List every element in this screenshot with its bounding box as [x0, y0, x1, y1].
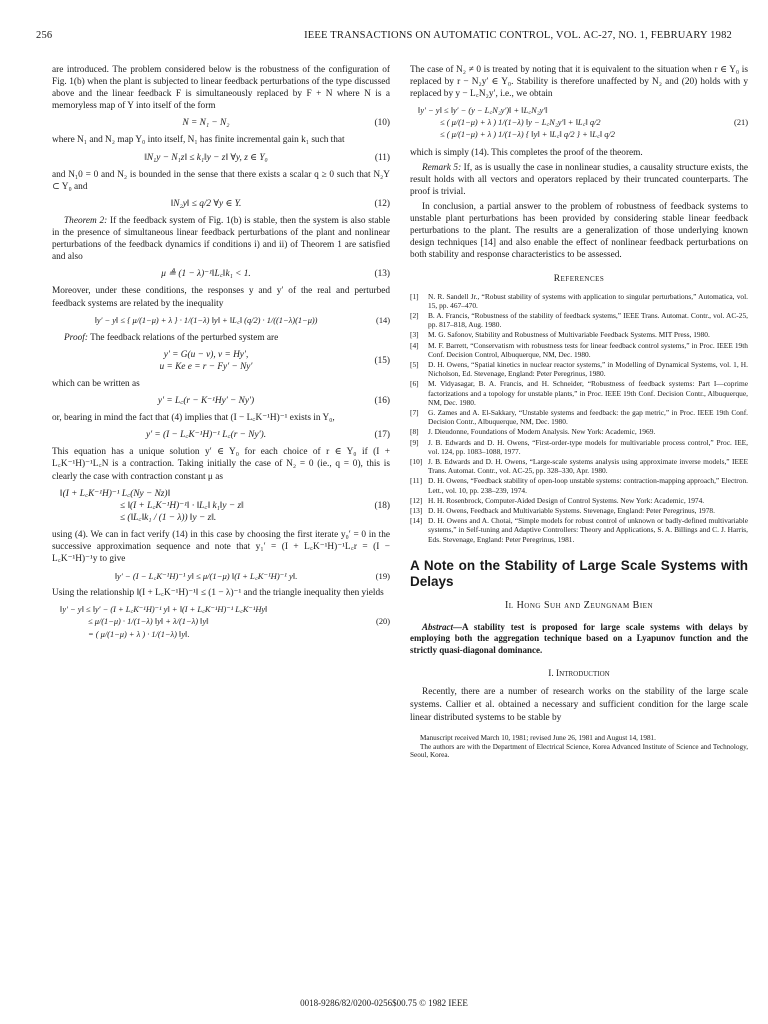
page-number: 256 — [36, 30, 53, 41]
reference-text: M. G. Safonov, Stability and Robustness of Multivariable Feedback Systems. MIT Press, 1980. — [428, 330, 710, 340]
reference-item — [410, 341, 748, 359]
equation-expr-group — [52, 604, 360, 640]
reference-number: [8] — [410, 427, 419, 437]
paragraph: which can be written as — [52, 378, 140, 389]
reference-number: [1] — [410, 291, 419, 301]
page-footer: 0018-9286/82/0200-0256$00.75 © 1982 IEEE — [300, 998, 468, 1008]
equation-20 — [52, 604, 390, 640]
reference-number: [13] — [410, 505, 423, 515]
reference-text: J. B. Edwards and D. H. Owens, “Large-scale systems analysis using approximate inverse models,” IEEE Trans. Automat. Contr., vol. AC-25, pp. 328–330, Apr. 1980. — [428, 456, 748, 476]
equation-expr: y′ = (I − L꜀K⁻¹H)⁻¹ L꜀(r − Ny′). — [145, 430, 267, 441]
reference-text: J. B. Edwards and D. H. Owens, “First-order-type models for multivariable process control,” Proc. IEE, vol. 124, pp. 1083–1088, 1977. — [428, 437, 748, 456]
equation-number: (20) — [376, 617, 390, 627]
reference-number: [2] — [410, 310, 419, 320]
abstract — [410, 622, 748, 657]
equation-19 — [52, 570, 390, 582]
running-head: IEEE TRANSACTIONS ON AUTOMATIC CONTROL, VOL. AC-27, NO. 1, FEBRUARY 1982 — [304, 30, 732, 41]
reference-item — [410, 506, 748, 515]
article-authors: Il Hong Suh and Zeungnam Bien — [504, 599, 654, 611]
footnote-affiliation: The authors are with the Department of Electrical Science, Korea Advanced Institute of Science and Technology, Seoul, Korea. — [410, 742, 748, 760]
equation-number: (13) — [374, 269, 390, 280]
theorem-2 — [52, 215, 390, 263]
reference-item — [410, 516, 748, 544]
equation-expr-group — [52, 488, 360, 524]
proof-label: Proof: — [64, 332, 88, 343]
equation-line: ≤ ( μ/(1−μ) + λ ) 1/(1−λ) ‖y − L꜀N₂y′‖ + ‖L꜀‖ q/2 — [440, 118, 601, 128]
reference-number: [4] — [410, 340, 419, 350]
reference-number: [9] — [410, 437, 419, 447]
equation-number: (15) — [374, 355, 390, 366]
equation-number: (11) — [374, 152, 390, 163]
paragraph: or, bearing in mind the fact that (4) implies that (I − L꜀K⁻¹H)⁻¹ exists in Y₀, — [52, 413, 335, 424]
equation-line: ≤ μ/(1−μ) · 1/(1−λ) ‖y‖ + λ/(1−λ) ‖y‖ — [88, 617, 209, 627]
reference-item — [410, 427, 748, 436]
remark-5 — [410, 162, 748, 198]
equation-expr: ‖N₁y − N₁z‖ ≤ k₁‖y − z‖ ∀y, z ∈ Y₀ — [144, 152, 268, 163]
equation-10 — [52, 117, 390, 129]
equation-13 — [52, 268, 390, 280]
equation-number: (14) — [376, 315, 390, 325]
section-heading: I. Introduction — [548, 669, 610, 680]
equation-expr: y′ = L꜀(r − K⁻¹Hy′ − Ny′) — [157, 396, 255, 407]
equation-line: ≤ (‖L꜀‖k₁ / (1 − λ)) ‖y − z‖. — [120, 512, 217, 523]
equation-line: ≤ ‖(I + L꜀K⁻¹H)⁻¹‖ · ‖L꜀‖ k₁‖y − z‖ — [120, 500, 244, 511]
references-heading: References — [553, 274, 605, 285]
reference-item — [410, 311, 748, 329]
reference-item — [410, 438, 748, 456]
paragraph: are introduced. The problem considered below is the robustness of the configuration of Fig. 1(b) when the plant is subjected to linear feedback perturbations of the type discussed above and the linear feedback F is simultaneously replaced by F + N where N is a memoryless map of Y into itself of the form — [52, 65, 390, 112]
reference-text: H. H. Rosenbrock, Computer-Aided Design of Control Systems. New York: Academic, 1974. — [428, 495, 705, 505]
reference-number: [5] — [410, 359, 419, 369]
reference-text: D. H. Owens and A. Chotai, “Simple models for robust control of unknown or badly-defined multivariable systems,” in Self-tuning and Adaptive Controllers: Theory and Applications, S. A. Billings and C. J. Harris, Eds. Stevenage, England: Peter Peregrinus, 1981. — [428, 516, 748, 544]
introduction-text: Recently, there are a number of research works on the stability of the large scale systems. Callier et al. obtained a necessary and sufficient condition for the large scale linear distributed systems to be stable by — [410, 687, 748, 723]
equation-11 — [52, 152, 390, 164]
abstract-text: —A stability test is proposed for large scale systems with delays by employing both the aggregation technique based on a Lyapunov function and the strictly quasi-diagonal dominance. — [410, 621, 748, 655]
reference-text: M. F. Barrett, “Conservatism with robustness tests for linear feedback control systems,” in Proc. IEEE 19th Conf. Decision Control, Albuquerque, NM, Dec. 1980. — [428, 340, 748, 359]
paragraph: Moreover, under these conditions, the responses y and y′ of the real and perturbed feedback systems are related by the inequality — [52, 286, 390, 309]
theorem-label: Theorem 2: — [64, 215, 108, 226]
equation-12 — [52, 198, 390, 210]
theorem-text: If the feedback system of Fig. 1(b) is stable, then the system is also stable in the presence of simultaneous linear feedback perturbations of the plant and nonlinear perturbations of the feedback dynamics if conditions i) and ii) of Theorem 1 are satisfied and also — [52, 215, 390, 263]
paragraph: using (4). We can in fact verify (14) in this case by choosing the first iterate y₀′ = 0 in the successive approximation sequence and note that y₁′ = (I + L꜀K⁻¹H)⁻¹L꜀r = (I − L꜀K⁻¹H)⁻¹y to give — [52, 529, 390, 565]
reference-text: D. H. Owens, “Feedback stability of open-loop unstable systems: contraction-mapping approach,” Electron. Lett., vol. 10, pp. 238–239, 1974. — [428, 476, 748, 495]
equation-number: (21) — [734, 118, 748, 128]
reference-text: D. H. Owens, “Spatial kinetics in nuclear reactor systems,” in Modelling of Dynamical Systems, vol. 1, H. Nicholson, Ed. Stevenage, England: Peter Peregrinus, 1980. — [428, 359, 748, 379]
reference-number: [6] — [410, 379, 419, 389]
equation-line: y′ = G(u − v), v = Hy′, — [163, 349, 249, 360]
proof-text: The feedback relations of the perturbed system are — [87, 332, 279, 343]
equation-18 — [52, 488, 390, 524]
equation-expr: ‖y′ − y‖ ≤ { μ/(1−μ) + λ } · 1/(1−λ) ‖y‖ + ‖L꜀‖ (q/2) · 1/((1−λ)(1−μ)) — [94, 315, 318, 325]
equation-line: u = Ke e = r − Fy′ − Ny′ — [159, 361, 253, 372]
equation-expr-group — [410, 105, 718, 141]
article-title: A Note on the Stability of Large Scale Systems with Delays — [410, 557, 748, 589]
equation-line: ‖y′ − y‖ ≤ ‖y′ − (I + L꜀K⁻¹H)⁻¹ y‖ + ‖(I + L꜀K⁻¹H)⁻¹ L꜀K⁻¹Hy‖ — [60, 605, 268, 615]
reference-number: [14] — [410, 516, 423, 526]
reference-item — [410, 457, 748, 475]
reference-item — [410, 476, 748, 494]
paragraph: Using the relationship ‖(I + L꜀K⁻¹H)⁻¹‖ ≤ (1 − λ)⁻¹ and the triangle inequality then yields — [52, 588, 384, 599]
reference-text: M. Vidyasagar, B. A. Francis, and H. Schneider, “Robustness of feedback systems: Part I—coprime factorizations and a topology for unstable plants,” in Proc. IEEE 19th Conf. Decision Contr., Albuquerque, NM, Dec. 1980. — [428, 379, 748, 407]
paragraph: In conclusion, a partial answer to the problem of robustness of feedback systems to unstable plant perturbations has been provided by considering stable linear feedback perturbations to the plant. The results are a generalization of those underlying known design techniques [14] and also enable the effect of nonlinear feedback perturbations on both stability and response characteristics to be assessed. — [410, 201, 748, 261]
reference-text: B. A. Francis, “Robustness of the stability of feedback systems,” IEEE Trans. Automat. Contr., vol. AC-25, pp. 817–818, Aug. 1980. — [428, 310, 748, 330]
remark-text: If, as is usually the case in nonlinear studies, a causality structure exists, the result holds with all vectors and operators replaced by their truncated counterparts. The proof is trivial. — [410, 162, 748, 197]
reference-list — [410, 292, 748, 544]
reference-number: [12] — [410, 495, 423, 505]
abstract-label: Abstract — [422, 621, 454, 632]
reference-number: [10] — [410, 456, 423, 466]
reference-text: J. Dieudonne, Foundations of Modern Analysis. New York: Academic, 1969. — [428, 427, 656, 437]
reference-number: [11] — [410, 476, 423, 486]
reference-item — [410, 496, 748, 505]
equation-number: (16) — [374, 396, 390, 407]
reference-number: [7] — [410, 407, 419, 417]
equation-number: (18) — [374, 500, 390, 511]
reference-text: D. H. Owens, Feedback and Multivariable Systems. Stevenage, England: Peter Peregrinus, 1978. — [428, 505, 715, 515]
equation-number: (12) — [374, 198, 390, 209]
reference-item — [410, 292, 748, 310]
paragraph: This equation has a unique solution y′ ∈ Y₀ for each choice of r ∈ Y₀ if (I + L꜀K⁻¹H)⁻¹L꜀N is a contraction. Taking initially the case of N₂ = 0 (ie., q = 0), this is clearly the case with contraction constant μ as — [52, 447, 390, 482]
equation-line: ≤ ( μ/(1−μ) + λ ) 1/(1−λ) { ‖y‖ + ‖L꜀‖ q/2 } + ‖L꜀‖ q/2 — [440, 130, 615, 140]
reference-item — [410, 408, 748, 426]
equation-expr: ‖N₂y‖ ≤ q/2 ∀y ∈ Y. — [170, 198, 242, 209]
equation-line: = ( μ/(1−μ) + λ ) · 1/(1−λ) ‖y‖. — [88, 629, 190, 639]
equation-expr: ‖y′ − (I − L꜀K⁻¹H)⁻¹ y‖ ≤ μ/(1−μ) ‖(I + L꜀K⁻¹H)⁻¹ y‖. — [114, 571, 298, 582]
equation-expr-group — [52, 349, 360, 373]
equation-expr: μ ≜ (1 − λ)⁻¹‖L꜀‖k₁ < 1. — [161, 269, 251, 280]
equation-number: (17) — [374, 430, 390, 441]
equation-line: ‖(I + L꜀K⁻¹H)⁻¹ L꜀(Ny − Nz)‖ — [60, 488, 171, 499]
paragraph: which is simply (14). This completes the proof of the theorem. — [410, 147, 643, 158]
right-column — [410, 64, 748, 760]
reference-item — [410, 330, 748, 339]
remark-label: Remark 5: — [422, 162, 462, 173]
equation-17 — [52, 429, 390, 441]
reference-text: N. R. Sandell Jr., “Robust stability of systems with application to singular perturbations,” Automatica, vol. 15, pp. 467–470. — [428, 291, 748, 310]
equation-number: (10) — [374, 118, 390, 129]
equation-16 — [52, 395, 390, 407]
reference-item — [410, 360, 748, 378]
left-column — [52, 64, 390, 646]
reference-item — [410, 379, 748, 407]
equation-expr: N = N₁ − N₂ — [182, 118, 230, 129]
equation-line: ‖y′ − y‖ ≤ ‖y′ − (y − L꜀N₂y′)‖ + ‖L꜀N₂y′‖ — [418, 106, 548, 116]
page-header — [36, 30, 732, 46]
equation-number: (19) — [375, 571, 390, 582]
equation-14 — [52, 315, 390, 327]
paragraph: and N₁0 = 0 and N₂ is bounded in the sense that there exists a scalar q ≥ 0 such that N₂Y ⊂ Y₀ and — [52, 169, 390, 192]
reference-number: [3] — [410, 330, 419, 340]
reference-text: G. Zames and A. El-Sakkary, “Unstable systems and feedback: the gap metric,” in Proc. IEEE 19th Conf. Decision Contr., Albuquerque, NM, Dec. 1980. — [428, 407, 748, 427]
equation-21 — [410, 105, 748, 141]
footnote-received: Manuscript received March 10, 1981; revised June 26, 1981 and August 14, 1981. — [420, 734, 656, 743]
paragraph: where N₁ and N₂ map Y₀ into itself, N₁ has finite incremental gain k₁ such that — [52, 135, 345, 146]
paragraph: The case of N₂ ≠ 0 is treated by noting that it is equivalent to the situation when r ∈ Y₀ is replaced by r − N₂y′ ∈ Y₀. Stability is therefore unaffected by N₂ and (20) holds with y replaced by y − L꜀N₂y′, i.e., we obtain — [410, 65, 748, 100]
equation-15 — [52, 349, 390, 373]
proof — [52, 332, 390, 344]
